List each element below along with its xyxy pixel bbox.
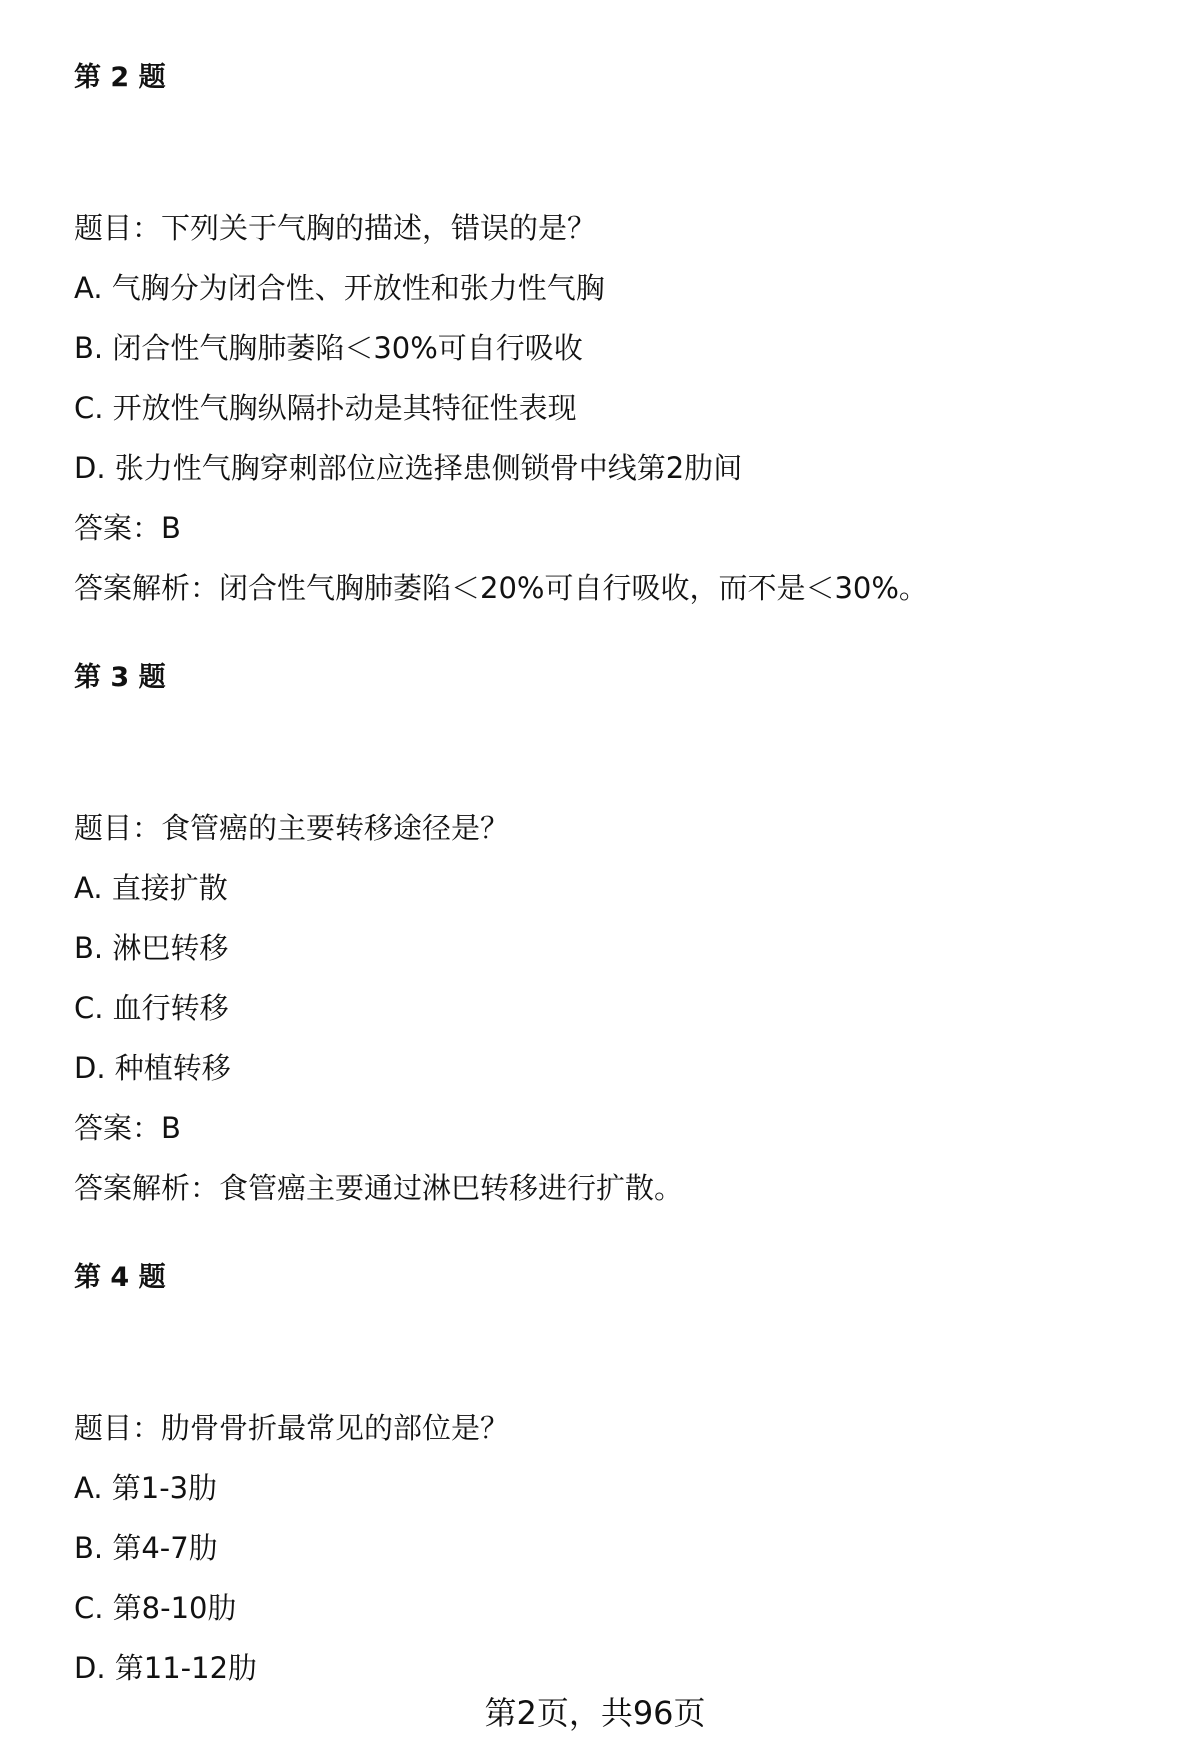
option-c: C. 第8-10肋 [74, 1591, 237, 1625]
question-heading: 第 4 题 [74, 1262, 166, 1293]
option-b: B. 第4-7肋 [74, 1531, 218, 1565]
question-text: 题目：食管癌的主要转移途径是？ [74, 811, 510, 845]
option-c: C. 血行转移 [74, 991, 229, 1025]
answer: 答案：B [74, 511, 181, 545]
question-heading: 第 2 题 [74, 62, 166, 93]
option-b: B. 淋巴转移 [74, 931, 229, 965]
option-c: C. 开放性气胸纵隔扑动是其特征性表现 [74, 391, 577, 425]
option-d: D. 第11-12肋 [74, 1651, 258, 1685]
option-a: A. 直接扩散 [74, 871, 228, 905]
answer-analysis: 答案解析：食管癌主要通过淋巴转移进行扩散。 [74, 1171, 684, 1205]
answer: 答案：B [74, 1111, 181, 1145]
option-d: D. 张力性气胸穿刺部位应选择患侧锁骨中线第2肋间 [74, 451, 743, 485]
answer-analysis: 答案解析：闭合性气胸肺萎陷＜20%可自行吸收，而不是＜30%。 [74, 571, 928, 605]
question-text: 题目：肋骨骨折最常见的部位是？ [74, 1411, 510, 1445]
option-b: B. 闭合性气胸肺萎陷＜30%可自行吸收 [74, 331, 583, 365]
option-a: A. 第1-3肋 [74, 1471, 218, 1505]
page-number: 第2页，共96页 [484, 1694, 706, 1732]
question-heading: 第 3 题 [74, 662, 166, 693]
question-text: 题目：下列关于气胸的描述，错误的是？ [74, 211, 597, 245]
option-a: A. 气胸分为闭合性、开放性和张力性气胸 [74, 271, 605, 305]
option-d: D. 种植转移 [74, 1051, 231, 1085]
